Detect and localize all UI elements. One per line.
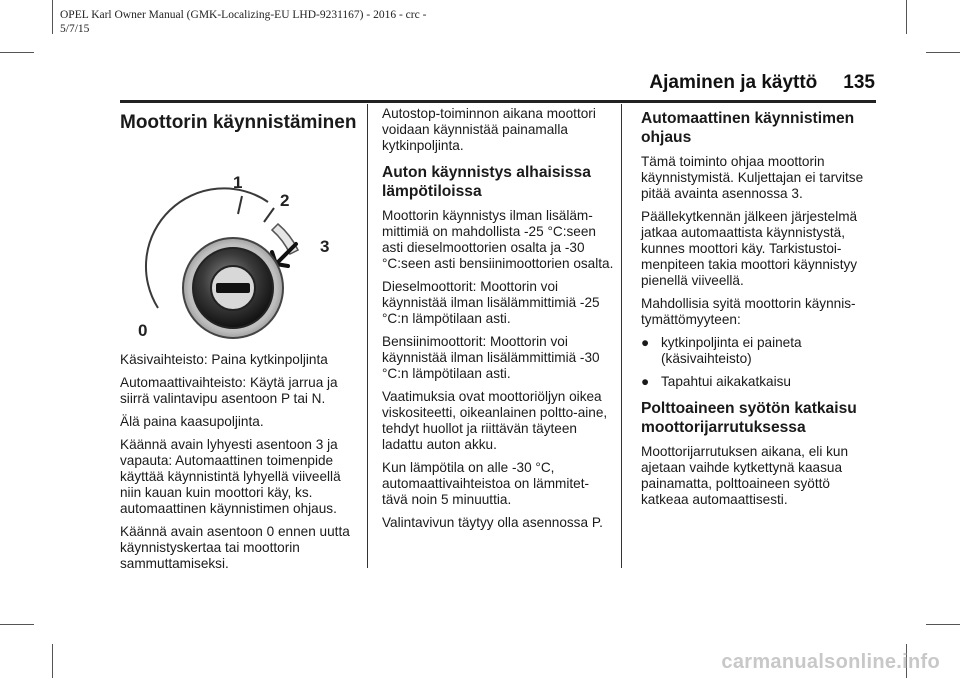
ignition-diagram (120, 140, 360, 346)
header-rule (120, 100, 876, 103)
watermark: carmanualsonline.info (721, 651, 940, 673)
diagram-label-2: 2 (280, 191, 290, 210)
paragraph: Älä paina kaasupoljinta. (120, 414, 264, 429)
paragraph: Tämä toiminto ohjaa moottorin käynnistymistä. Kuljettajan ei tarvitse pitää avainta asennossa 3. (641, 154, 864, 201)
diagram-label-1: 1 (233, 173, 243, 192)
ignition-switch-illustration (120, 140, 360, 346)
list-item-text: kytkinpoljinta ei paineta (käsivaihteisto) (661, 335, 802, 366)
crop-mark (0, 624, 34, 625)
diagram-label-0: 0 (138, 321, 148, 340)
paragraph: Kun lämpötila on alle -30 °C, automaattivaihteistoa on lämmitet-tävä noin 5 minuuttia. (382, 460, 590, 507)
crop-mark (926, 624, 960, 625)
diagram-label-3: 3 (320, 237, 330, 256)
spring-range-band (272, 224, 298, 254)
key-slot (216, 283, 250, 293)
crop-mark (906, 0, 907, 34)
list-item (641, 374, 876, 390)
paragraph: Päällekytkennän jälkeen järjestelmä jatkaa automaattista käynnistystä, kunnes moottori käy. Tarkistustoi-menpiteen takia moottori käynnistyy pienellä viiveellä. (641, 209, 858, 288)
crop-mark (0, 52, 34, 53)
column-divider (367, 104, 368, 568)
paragraph: Bensiinimoottorit: Moottorin voi käynnistää ilman lisälämmittimiä -30 °C:n lämpötilaan asti. (382, 334, 600, 381)
bullet-icon: ● (641, 335, 650, 350)
heading-auto-starter: Automaattinen käynnistimen ohjaus (641, 110, 855, 146)
paragraph: Automaattivaihteisto: Käytä jarrua ja siirrä valintavipu asentoon P tai N. (120, 375, 338, 406)
column-3 (641, 106, 876, 515)
list-item (641, 335, 876, 367)
paragraph: Moottorin käynnistys ilman lisäläm-mittimiä on mahdollista -25 °C:seen asti dieselmoottorien osalta ja -30 °C:seen asti bensiinimoottorien osalta. (382, 208, 614, 271)
paragraph: Autostop-toiminnon aikana moottori voidaan käynnistää painamalla kytkinpoljinta. (382, 106, 596, 153)
paragraph: Dieselmoottorit: Moottorin voi käynnistää ilman lisälämmittimiä -25 °C:n lämpötilaan asti. (382, 279, 600, 326)
meta-line-1: OPEL Karl Owner Manual (GMK-Localizing-EU LHD-9231167) - 2016 - crc - (60, 9, 427, 21)
document-meta (60, 8, 560, 36)
column-1 (120, 106, 360, 579)
paragraph: Käännä avain asentoon 0 ennen uutta käynnistyskertaa tai moottorin sammuttamiseksi. (120, 524, 350, 571)
column-2 (382, 106, 614, 538)
paragraph: Käsivaihteisto: Paina kytkinpoljinta (120, 352, 328, 367)
tick-pos2 (264, 208, 274, 222)
bullet-icon: ● (641, 374, 650, 389)
heading-cold-start: Auton käynnistys alhaisissa lämpötiloissa (382, 164, 591, 200)
paragraph: Mahdollisia syitä moottorin käynnis-tymättömyyteen: (641, 296, 856, 327)
meta-line-2: 5/7/15 (60, 23, 90, 35)
crop-mark (926, 52, 960, 53)
paragraph: Vaatimuksia ovat moottoriöljyn oikea viskositeetti, oikeanlainen poltto-aine, tehdyt huollot ja riittävän täyteen ladattu auton akku. (382, 389, 608, 452)
page-number: 135 (843, 72, 875, 93)
heading-engine-start: Moottorin käynnistäminen (120, 112, 357, 133)
paragraph: Valintavivun täytyy olla asennossa P. (382, 515, 603, 530)
paragraph: Moottorijarrutuksen aikana, eli kun ajetaan vaihde kytkettynä kaasua painamatta, polttoaineen syöttö katkeaa automaattisesti. (641, 444, 849, 507)
paragraph: Käännä avain lyhyesti asentoon 3 ja vapauta: Automaattinen toimenpide käyttää käynnistintä lyhyellä viiveellä niin kauan kuin moottori käy, ks. automaattinen käynnistimen ohjaus. (120, 437, 341, 516)
crop-mark (52, 0, 53, 34)
list-item-text: Tapahtui aikakatkaisu (661, 374, 791, 389)
section-title: Ajaminen ja käyttö (649, 72, 818, 93)
tick-pos1 (238, 196, 242, 214)
column-divider (621, 104, 622, 568)
heading-fuel-cutoff: Polttoaineen syötön katkaisu moottorijarrutuksessa (641, 400, 857, 436)
running-header (649, 72, 875, 94)
crop-mark (52, 644, 53, 678)
